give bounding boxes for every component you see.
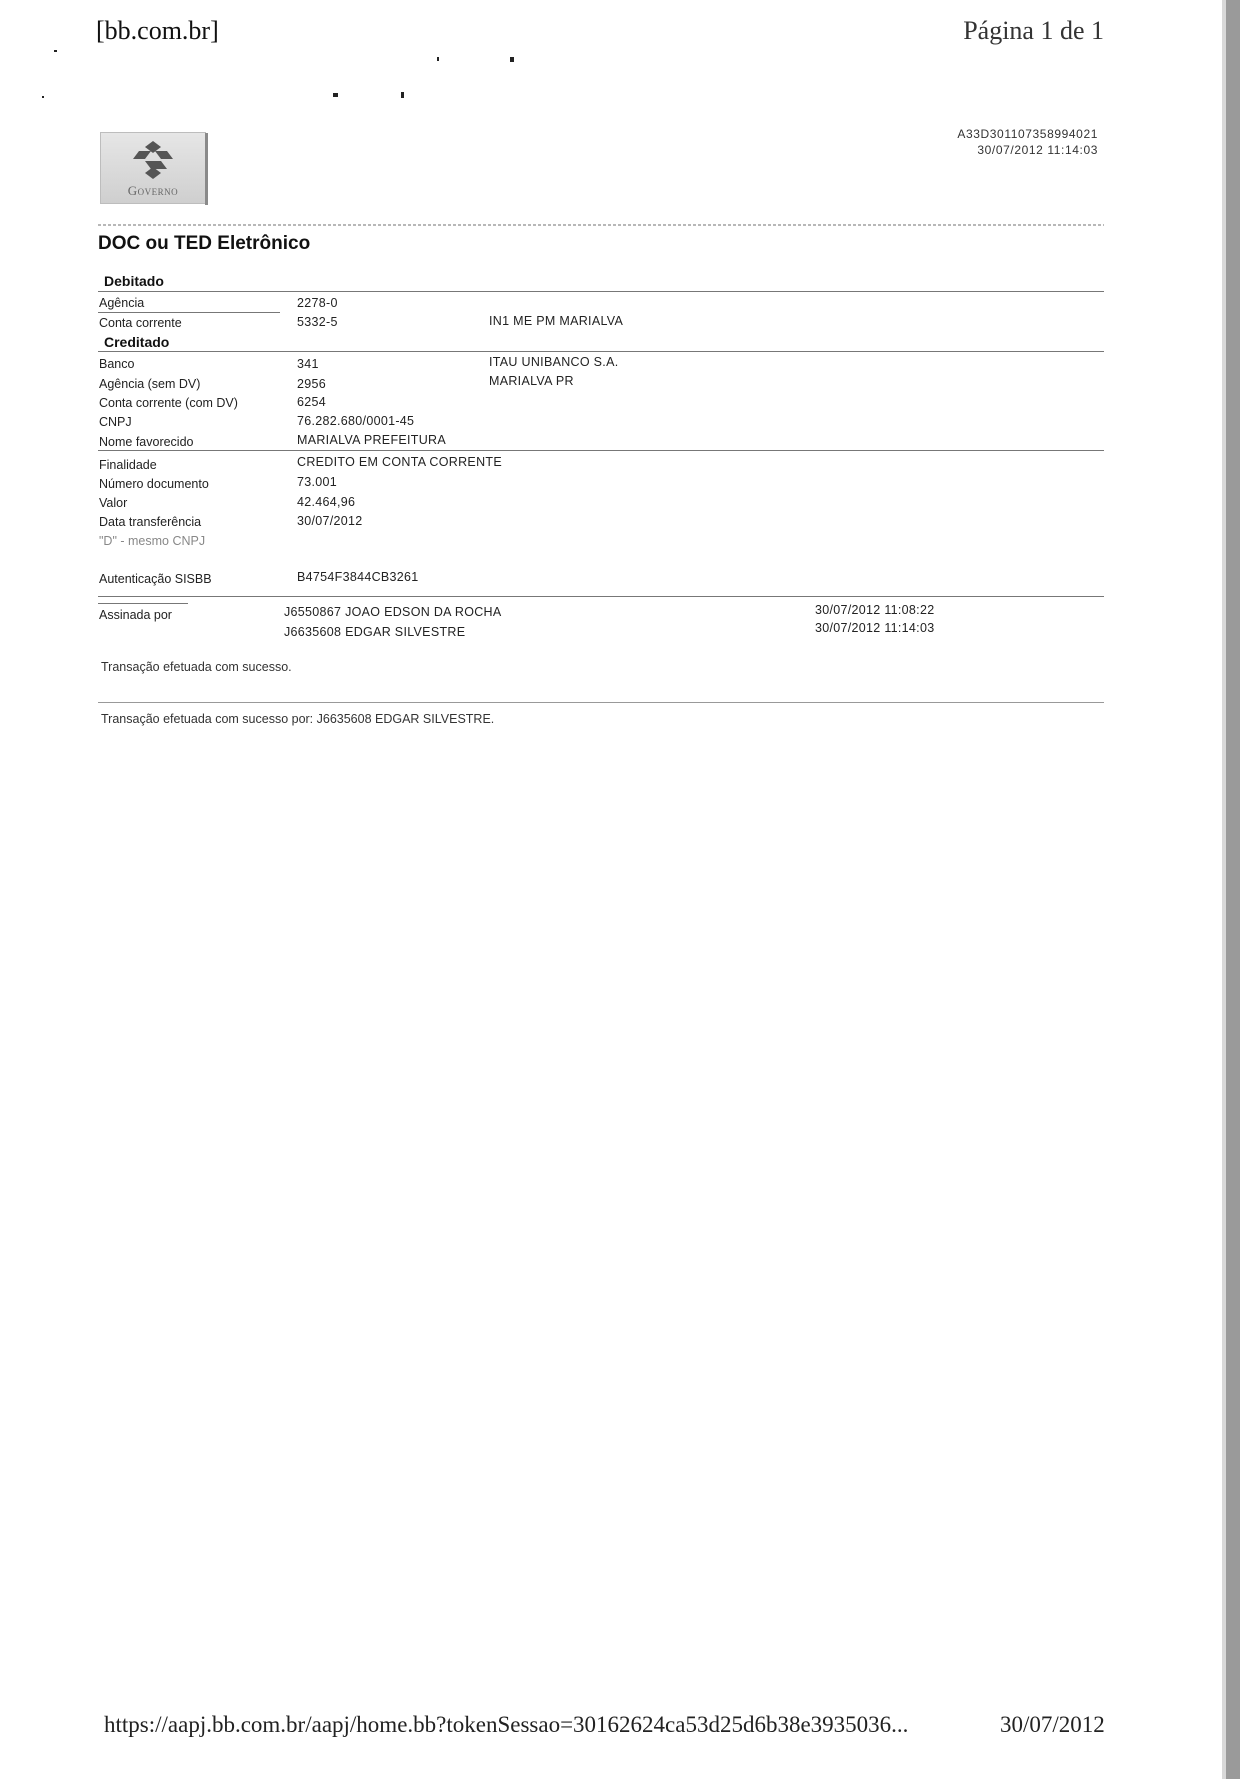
finalidade-label: Finalidade	[99, 458, 157, 472]
page-title: DOC ou TED Eletrônico	[98, 233, 311, 254]
signer-name: J6550867 JOAO EDSON DA ROCHA	[284, 605, 502, 619]
document-datetime: 30/07/2012 11:14:03	[977, 143, 1098, 157]
print-header-site: [bb.com.br]	[96, 16, 219, 45]
valor-value: 42.464,96	[297, 495, 356, 509]
print-footer-date: 30/07/2012	[1000, 1712, 1105, 1737]
document-id	[957, 126, 1098, 158]
divider	[98, 351, 1104, 352]
numero-documento-value: 73.001	[297, 475, 338, 489]
success-message: Transação efetuada com sucesso.	[101, 660, 292, 674]
section-creditado: Creditado	[104, 334, 170, 350]
credit-agencia-label: Agência (sem DV)	[99, 377, 201, 391]
print-footer-url: https://aapj.bb.com.br/aapj/home.bb?tokenSessao=30162624ca53d25d6b38e3935036...	[104, 1712, 909, 1737]
signer-name: J6635608 EDGAR SILVESTRE	[284, 625, 466, 639]
data-transferencia-value: 30/07/2012	[297, 514, 363, 528]
data-transferencia-label: Data transferência	[99, 515, 202, 529]
debit-conta-value: 5332-5	[297, 315, 338, 329]
divider	[98, 291, 1104, 292]
assinada-por-label: Assinada por	[99, 608, 172, 622]
divider	[98, 450, 1104, 451]
document-code: A33D301107358994021	[957, 127, 1098, 141]
page-edge	[1226, 0, 1240, 1779]
divider	[98, 596, 1104, 597]
signer-datetime: 30/07/2012 11:14:03	[815, 621, 935, 635]
numero-documento-label: Número documento	[99, 477, 209, 491]
bank-logo	[100, 132, 206, 204]
valor-label: Valor	[99, 496, 128, 510]
credit-conta-value: 6254	[297, 395, 327, 409]
credit-agencia-city: MARIALVA PR	[489, 374, 574, 388]
divider	[98, 603, 188, 604]
debit-agencia-label: Agência	[99, 296, 145, 310]
success-by-message: Transação efetuada com sucesso por: J6635608 EDGAR SILVESTRE.	[101, 712, 495, 726]
debit-conta-holder: IN1 ME PM MARIALVA	[489, 314, 624, 328]
debit-agencia-value: 2278-0	[297, 296, 338, 310]
scan-speck	[42, 96, 44, 98]
debit-conta-label: Conta corrente	[99, 316, 182, 330]
autenticacao-value: B4754F3844CB3261	[297, 570, 419, 584]
scan-speck	[333, 93, 338, 97]
divider	[98, 702, 1104, 703]
credit-agencia-value: 2956	[297, 377, 327, 391]
autenticacao-label: Autenticação SISBB	[99, 572, 212, 586]
credit-banco-name: ITAU UNIBANCO S.A.	[489, 355, 619, 369]
signer-datetime: 30/07/2012 11:08:22	[815, 603, 935, 617]
credit-cnpj-value: 76.282.680/0001-45	[297, 414, 415, 428]
credit-cnpj-label: CNPJ	[99, 415, 132, 429]
finalidade-value: CREDITO EM CONTA CORRENTE	[297, 455, 502, 469]
section-debitado: Debitado	[104, 273, 164, 289]
scan-speck	[437, 57, 439, 61]
logo-text: Governo	[127, 183, 179, 198]
header-divider	[98, 224, 1104, 226]
credit-favorecido-value: MARIALVA PREFEITURA	[297, 433, 447, 447]
credit-conta-label: Conta corrente (com DV)	[99, 396, 238, 410]
cnpj-note: "D" - mesmo CNPJ	[99, 534, 206, 548]
credit-banco-label: Banco	[99, 357, 135, 371]
scan-speck	[401, 92, 404, 98]
credit-favorecido-label: Nome favorecido	[99, 435, 194, 449]
scan-speck	[54, 50, 57, 52]
print-header-page: Página 1 de 1	[963, 16, 1104, 45]
credit-banco-value: 341	[297, 357, 319, 371]
divider	[98, 312, 280, 313]
scan-speck	[510, 57, 514, 62]
bb-logo-icon	[131, 139, 175, 179]
